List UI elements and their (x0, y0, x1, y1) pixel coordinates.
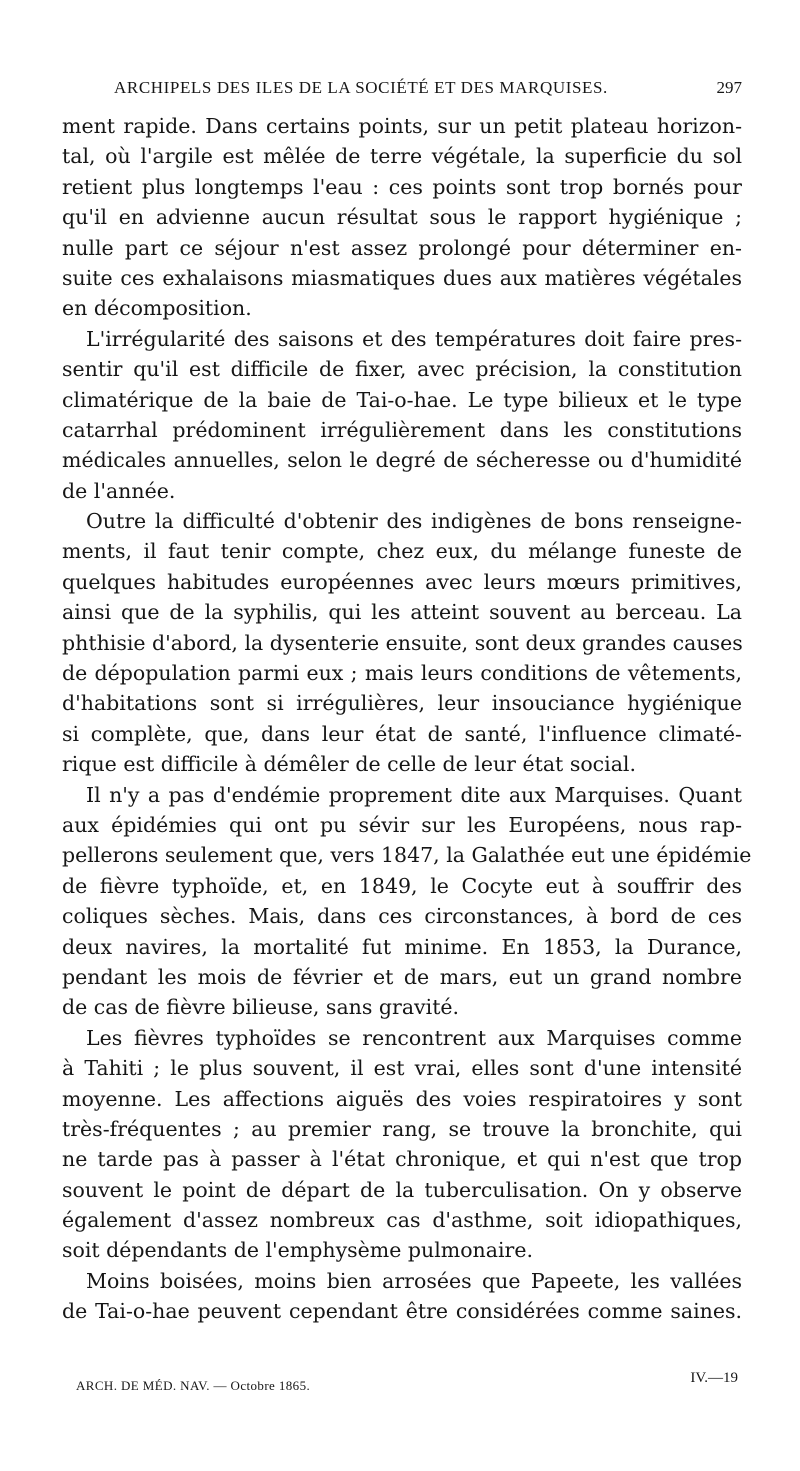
text-line: souvent le point de départ de la tuberculisation. On y observe (62, 1177, 742, 1202)
text-line: aux épidémies qui ont pu sévir sur les Européens, nous rap- (62, 812, 742, 837)
text-line: ments, il faut tenir compte, chez eux, du mélange funeste de (62, 539, 742, 564)
text-line: d'habitations sont si irrégulières, leur insouciance hygiénique (62, 691, 742, 716)
footer-imprint: ARCH. DE MÉD. NAV. — Octobre 1865. (76, 1378, 311, 1393)
text-line: pendant les mois de février et de mars, eut un grand nombre (62, 964, 742, 989)
text-line: si complète, que, dans leur état de santé, l'influence climaté- (62, 721, 742, 746)
text-line: de dépopulation parmi eux ; mais leurs conditions de vêtements, (62, 661, 742, 686)
text-line: médicales annuelles, selon le degré de sécheresse ou d'humidité (62, 448, 742, 473)
text-line: suite ces exhalaisons miasmatiques dues aux matières végétales (62, 265, 742, 290)
text-line: coliques sèches. Mais, dans ces circonstances, à bord de ces (62, 904, 742, 929)
text-line: catarrhal prédominent irrégulièrement dans les constitutions (62, 417, 742, 442)
text-line: de cas de fièvre bilieuse, sans gravité. (62, 995, 460, 1020)
text-line: soit dépendants de l'emphysème pulmonaire. (62, 1238, 533, 1263)
text-line: ment rapide. Dans certains points, sur un petit plateau horizon- (62, 114, 742, 138)
text-line: de Tai-o-hae peuvent cependant être considérées comme saines. (62, 1299, 742, 1324)
text-line: à Tahiti ; le plus souvent, il est vrai, elles sont d'une intensité (62, 1056, 742, 1081)
text-line: L'irrégularité des saisons et des températures doit faire pres- (86, 326, 742, 351)
text-line: Les fièvres typhoïdes se rencontrent aux Marquises comme (86, 1025, 742, 1050)
text-line: phthisie d'abord, la dysenterie ensuite, sont deux grandes causes (62, 630, 743, 655)
footer-signature: IV.—19 (690, 1370, 738, 1386)
text-line: Il n'y a pas d'endémie proprement dite aux Marquises. Quant (86, 782, 742, 807)
text-line: de fièvre typhoïde, et, en 1849, le Cocyte eut à souffrir des (62, 873, 742, 898)
text-line: moyenne. Les affections aiguës des voies respiratoires y sont (62, 1086, 742, 1111)
text-line: ne tarde pas à passer à l'état chronique, et qui n'est que trop (62, 1147, 742, 1172)
text-line: très-fréquentes ; au premier rang, se trouve la bronchite, qui (62, 1116, 742, 1141)
text-line: sentir qu'il est difficile de fixer, avec précision, la constitution (62, 357, 742, 382)
book-page (62, 62, 752, 1412)
running-head (62, 78, 742, 112)
text-line: nulle part ce séjour n'est assez prolongé pour déterminer en- (62, 235, 742, 260)
text-line: retient plus longtemps l'eau : ces points sont trop bornés pour (62, 174, 742, 199)
text-line: climatérique de la baie de Tai-o-hae. Le type bilieux et le type (62, 387, 742, 412)
text-line: deux navires, la mortalité fut minime. En 1853, la Durance, (62, 934, 742, 959)
text-line: ainsi que de la syphilis, qui les atteint souvent au berceau. La (62, 600, 742, 625)
text-line: pellerons seulement que, vers 1847, la Galathée eut une épidémie (62, 843, 752, 868)
text-line: rique est difficile à démêler de celle de leur état social. (62, 752, 637, 777)
text-line: tal, où l'argile est mêlée de terre végétale, la superficie du sol (62, 144, 742, 169)
text-line: Moins boisées, moins bien arrosées que Papeete, les vallées (86, 1268, 742, 1293)
text-line: de l'année. (62, 478, 176, 503)
body-text (62, 111, 752, 1327)
text-line: quelques habitudes européennes avec leurs mœurs primitives, (62, 569, 742, 594)
page-footer (62, 1370, 742, 1400)
page-number: 297 (716, 78, 742, 97)
running-title: ARCHIPELS DES ILES DE LA SOCIÉTÉ ET DES MARQUISES. (114, 78, 608, 97)
text-line: qu'il en advienne aucun résultat sous le rapport hygiénique ; (62, 205, 742, 230)
text-line: Outre la difficulté d'obtenir des indigènes de bons renseigne- (86, 509, 742, 534)
text-line: en décomposition. (62, 296, 252, 321)
text-line: également d'assez nombreux cas d'asthme, soit idiopathiques, (62, 1208, 742, 1233)
